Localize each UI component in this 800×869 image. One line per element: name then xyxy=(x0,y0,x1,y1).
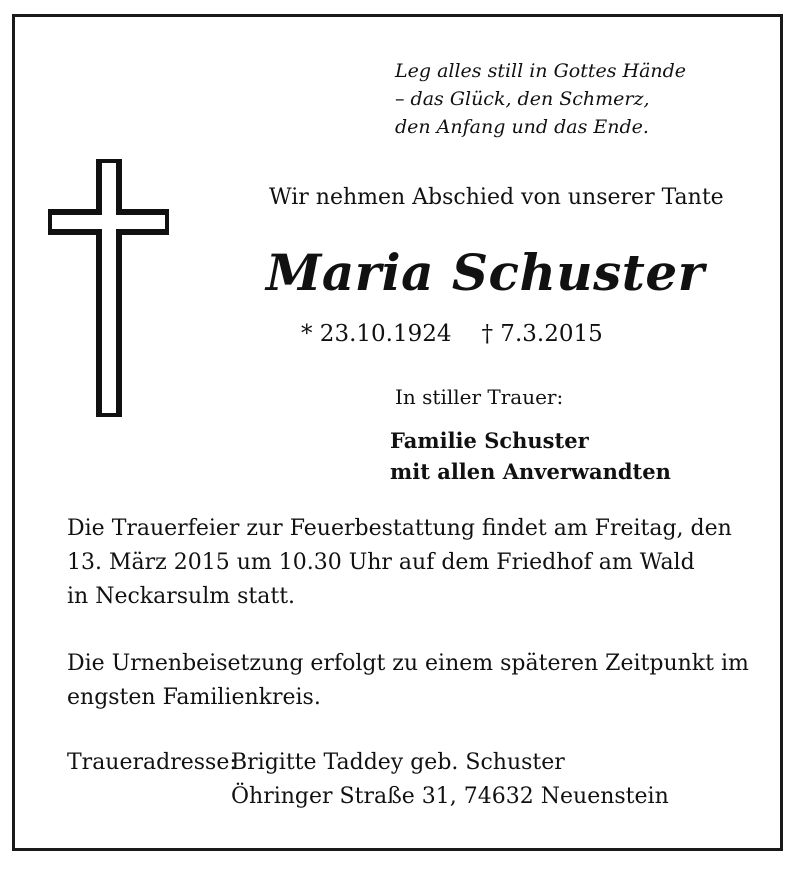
obituary-frame xyxy=(12,14,783,851)
urn-paragraph xyxy=(67,647,749,715)
birth-date: * 23.10.1924 xyxy=(301,321,452,347)
address-line: Brigitte Taddey geb. Schuster xyxy=(231,750,565,775)
paragraph-line: Die Urnenbeisetzung erfolgt zu einem späteren Zeitpunkt im xyxy=(67,651,749,676)
address-label: Traueradresse: xyxy=(67,750,237,775)
paragraph-line: Die Trauerfeier zur Feuerbestattung findet am Freitag, den xyxy=(67,516,732,541)
paragraph-line: in Neckarsulm statt. xyxy=(67,584,296,609)
deceased-name: Maria Schuster xyxy=(266,243,705,302)
address-line: Öhringer Straße 31, 74632 Neuenstein xyxy=(231,784,669,809)
family-names xyxy=(390,425,671,487)
mourning-label: In stiller Trauer: xyxy=(395,385,564,409)
death-date: † 7.3.2015 xyxy=(481,321,603,347)
intro-text: Wir nehmen Abschied von unserer Tante xyxy=(269,185,724,210)
verse-line: Leg alles still in Gottes Hände xyxy=(395,60,687,82)
family-line: Familie Schuster xyxy=(390,428,589,453)
family-line: mit allen Anverwandten xyxy=(390,459,671,484)
verse-line: – das Glück, den Schmerz, xyxy=(395,88,650,110)
life-dates xyxy=(301,321,603,347)
mourning-address xyxy=(231,746,669,814)
funeral-paragraph xyxy=(67,512,732,614)
verse xyxy=(395,57,686,141)
paragraph-line: engsten Familienkreis. xyxy=(67,685,321,710)
paragraph-line: 13. März 2015 um 10.30 Uhr auf dem Friedhof am Wald xyxy=(67,550,695,575)
cross-icon xyxy=(46,157,171,419)
verse-line: den Anfang und das Ende. xyxy=(395,116,649,138)
